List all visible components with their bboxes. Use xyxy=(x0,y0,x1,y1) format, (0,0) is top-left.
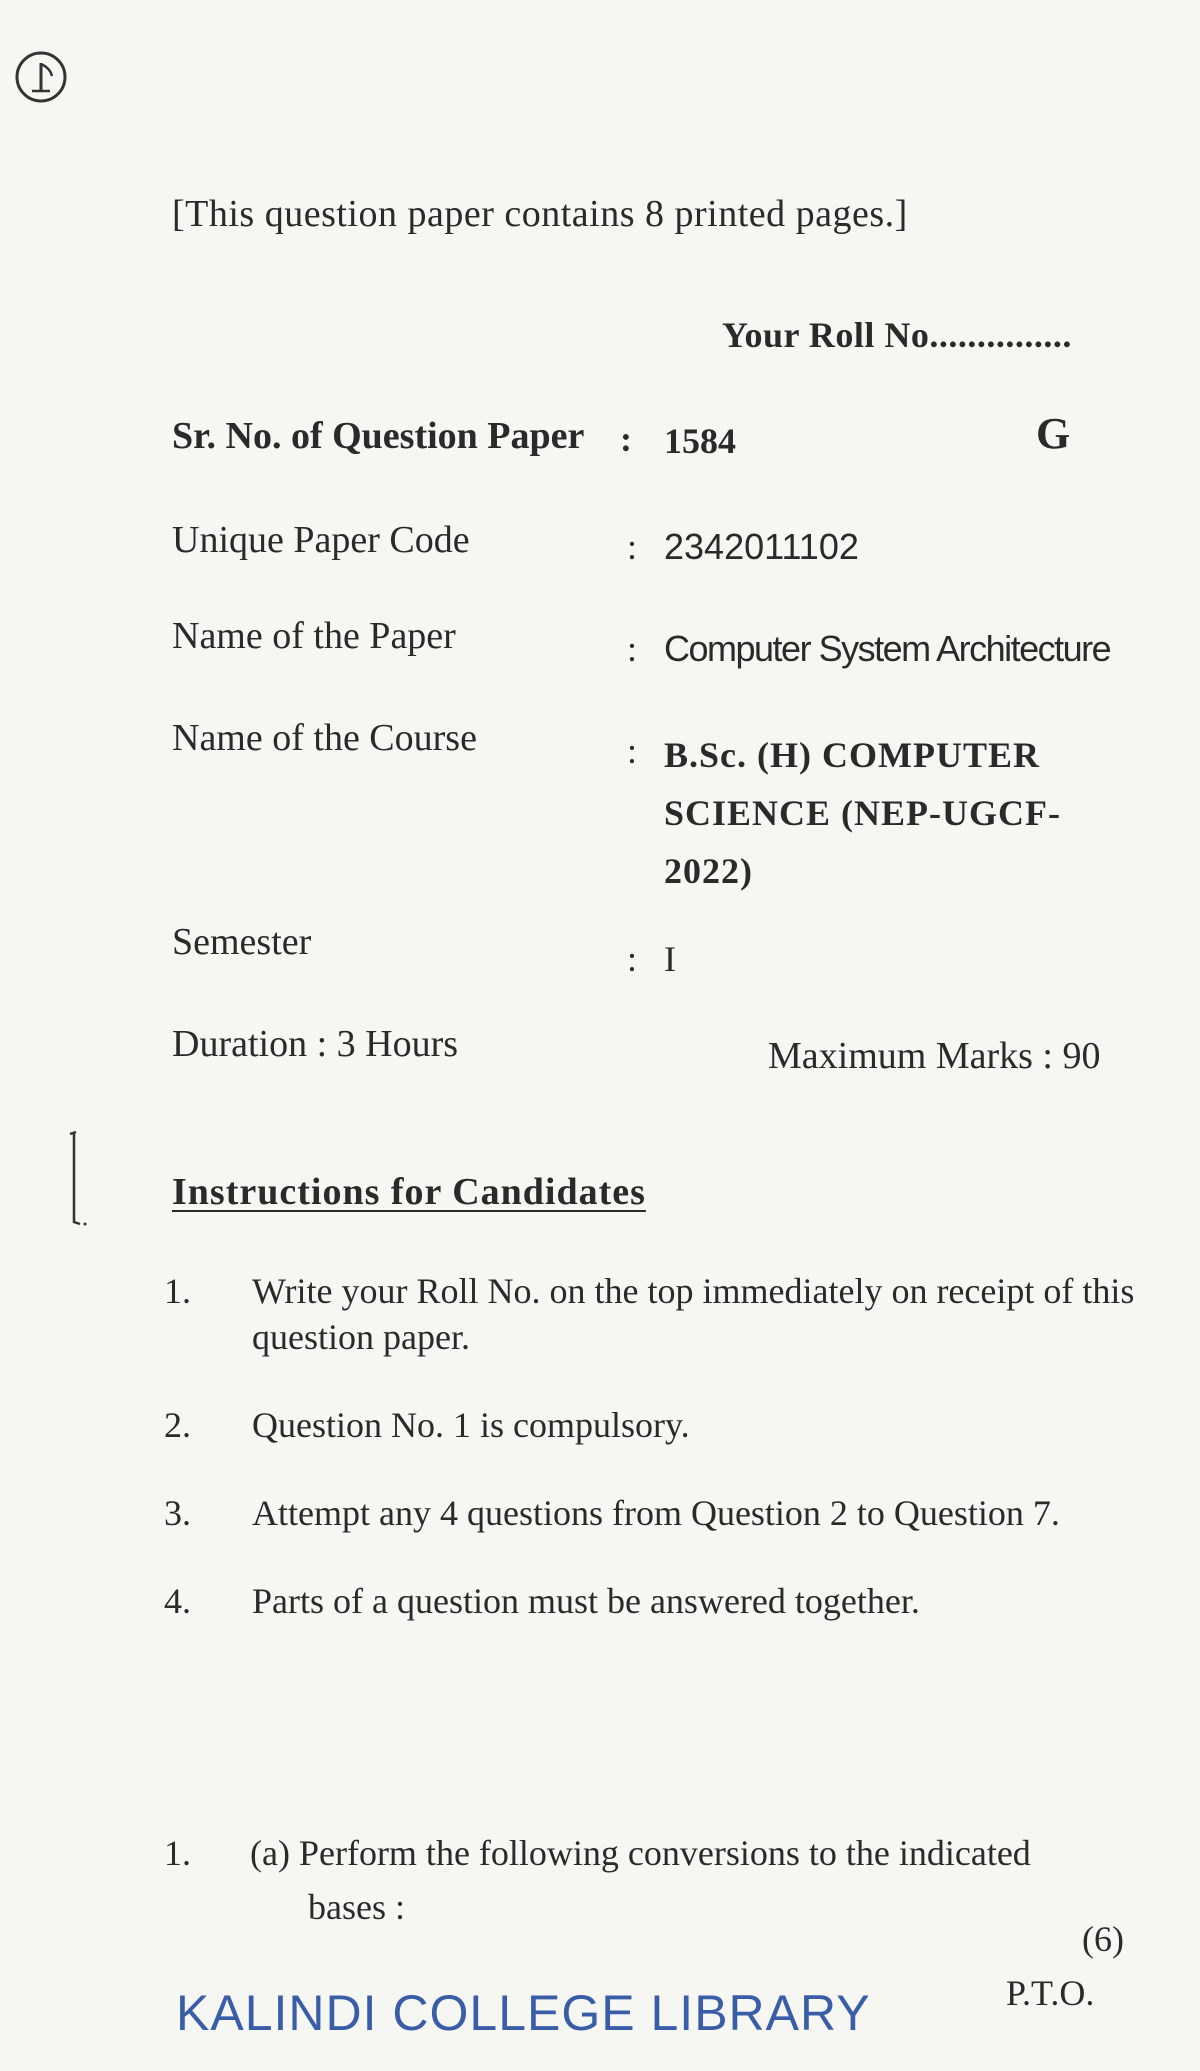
question-text-line1: Perform the following conversions to the indicated xyxy=(298,1833,1031,1873)
instruction-text: Attempt any 4 questions from Question 2 to Question 7. xyxy=(252,1493,1060,1533)
pto-label: P.T.O. xyxy=(1006,1973,1095,2013)
paper-name-colon: : xyxy=(627,629,638,669)
sr-no-colon: : xyxy=(620,419,632,459)
maximum-marks: Maximum Marks : 90 xyxy=(768,1035,1101,1077)
paper-name-value: Computer System Architecture xyxy=(664,628,1111,669)
duration: Duration : 3 Hours xyxy=(172,1023,459,1065)
course-name-label: Name of the Course xyxy=(172,717,477,759)
instruction-text: Write your Roll No. on the top immediately on receipt of this question paper. xyxy=(252,1271,1135,1357)
paper-code-colon: : xyxy=(627,527,638,567)
semester-colon: : xyxy=(627,939,638,979)
sr-no-value: 1584 xyxy=(664,421,736,461)
question-1 xyxy=(164,1826,1154,1959)
roll-number-field: Your Roll No............... xyxy=(722,315,1072,355)
course-name-colon: : xyxy=(627,731,638,771)
question-text xyxy=(164,1826,1154,1934)
question-part-label: (a) xyxy=(250,1833,290,1873)
question-marks: (6) xyxy=(1082,1919,1124,1959)
paper-name-label: Name of the Paper xyxy=(172,615,456,657)
paper-code-label: Unique Paper Code xyxy=(172,519,470,561)
course-name-value: B.Sc. (H) COMPUTER SCIENCE (NEP-UGCF-2022) xyxy=(664,735,1062,891)
instruction-item xyxy=(164,1268,1154,1360)
instruction-number: 2. xyxy=(164,1405,191,1445)
printed-pages-note: [This question paper contains 8 printed pages.] xyxy=(172,193,908,235)
instruction-item xyxy=(164,1402,1154,1448)
instruction-item xyxy=(164,1490,1154,1536)
instruction-text: Parts of a question must be answered together. xyxy=(252,1581,920,1621)
corner-circle-mark xyxy=(12,48,70,106)
semester-label: Semester xyxy=(172,921,312,963)
instructions-heading: Instructions for Candidates xyxy=(172,1171,646,1213)
question-text-line2: bases : xyxy=(308,1887,405,1927)
instruction-number: 4. xyxy=(164,1581,191,1621)
paper-set-letter: G xyxy=(1036,409,1071,458)
instruction-item xyxy=(164,1578,1154,1624)
instructions-list xyxy=(164,1268,1154,1666)
instruction-number: 1. xyxy=(164,1271,191,1311)
instruction-number: 3. xyxy=(164,1493,191,1533)
sr-no-label: Sr. No. of Question Paper xyxy=(172,415,585,457)
paper-code-value: 2342011102 xyxy=(664,526,859,567)
library-stamp: KALINDI COLLEGE LIBRARY xyxy=(176,1985,871,2041)
instruction-text: Question No. 1 is compulsory. xyxy=(252,1405,690,1445)
margin-bracket-mark xyxy=(66,1128,90,1228)
semester-value: I xyxy=(664,939,676,979)
question-number: 1. xyxy=(164,1833,191,1873)
